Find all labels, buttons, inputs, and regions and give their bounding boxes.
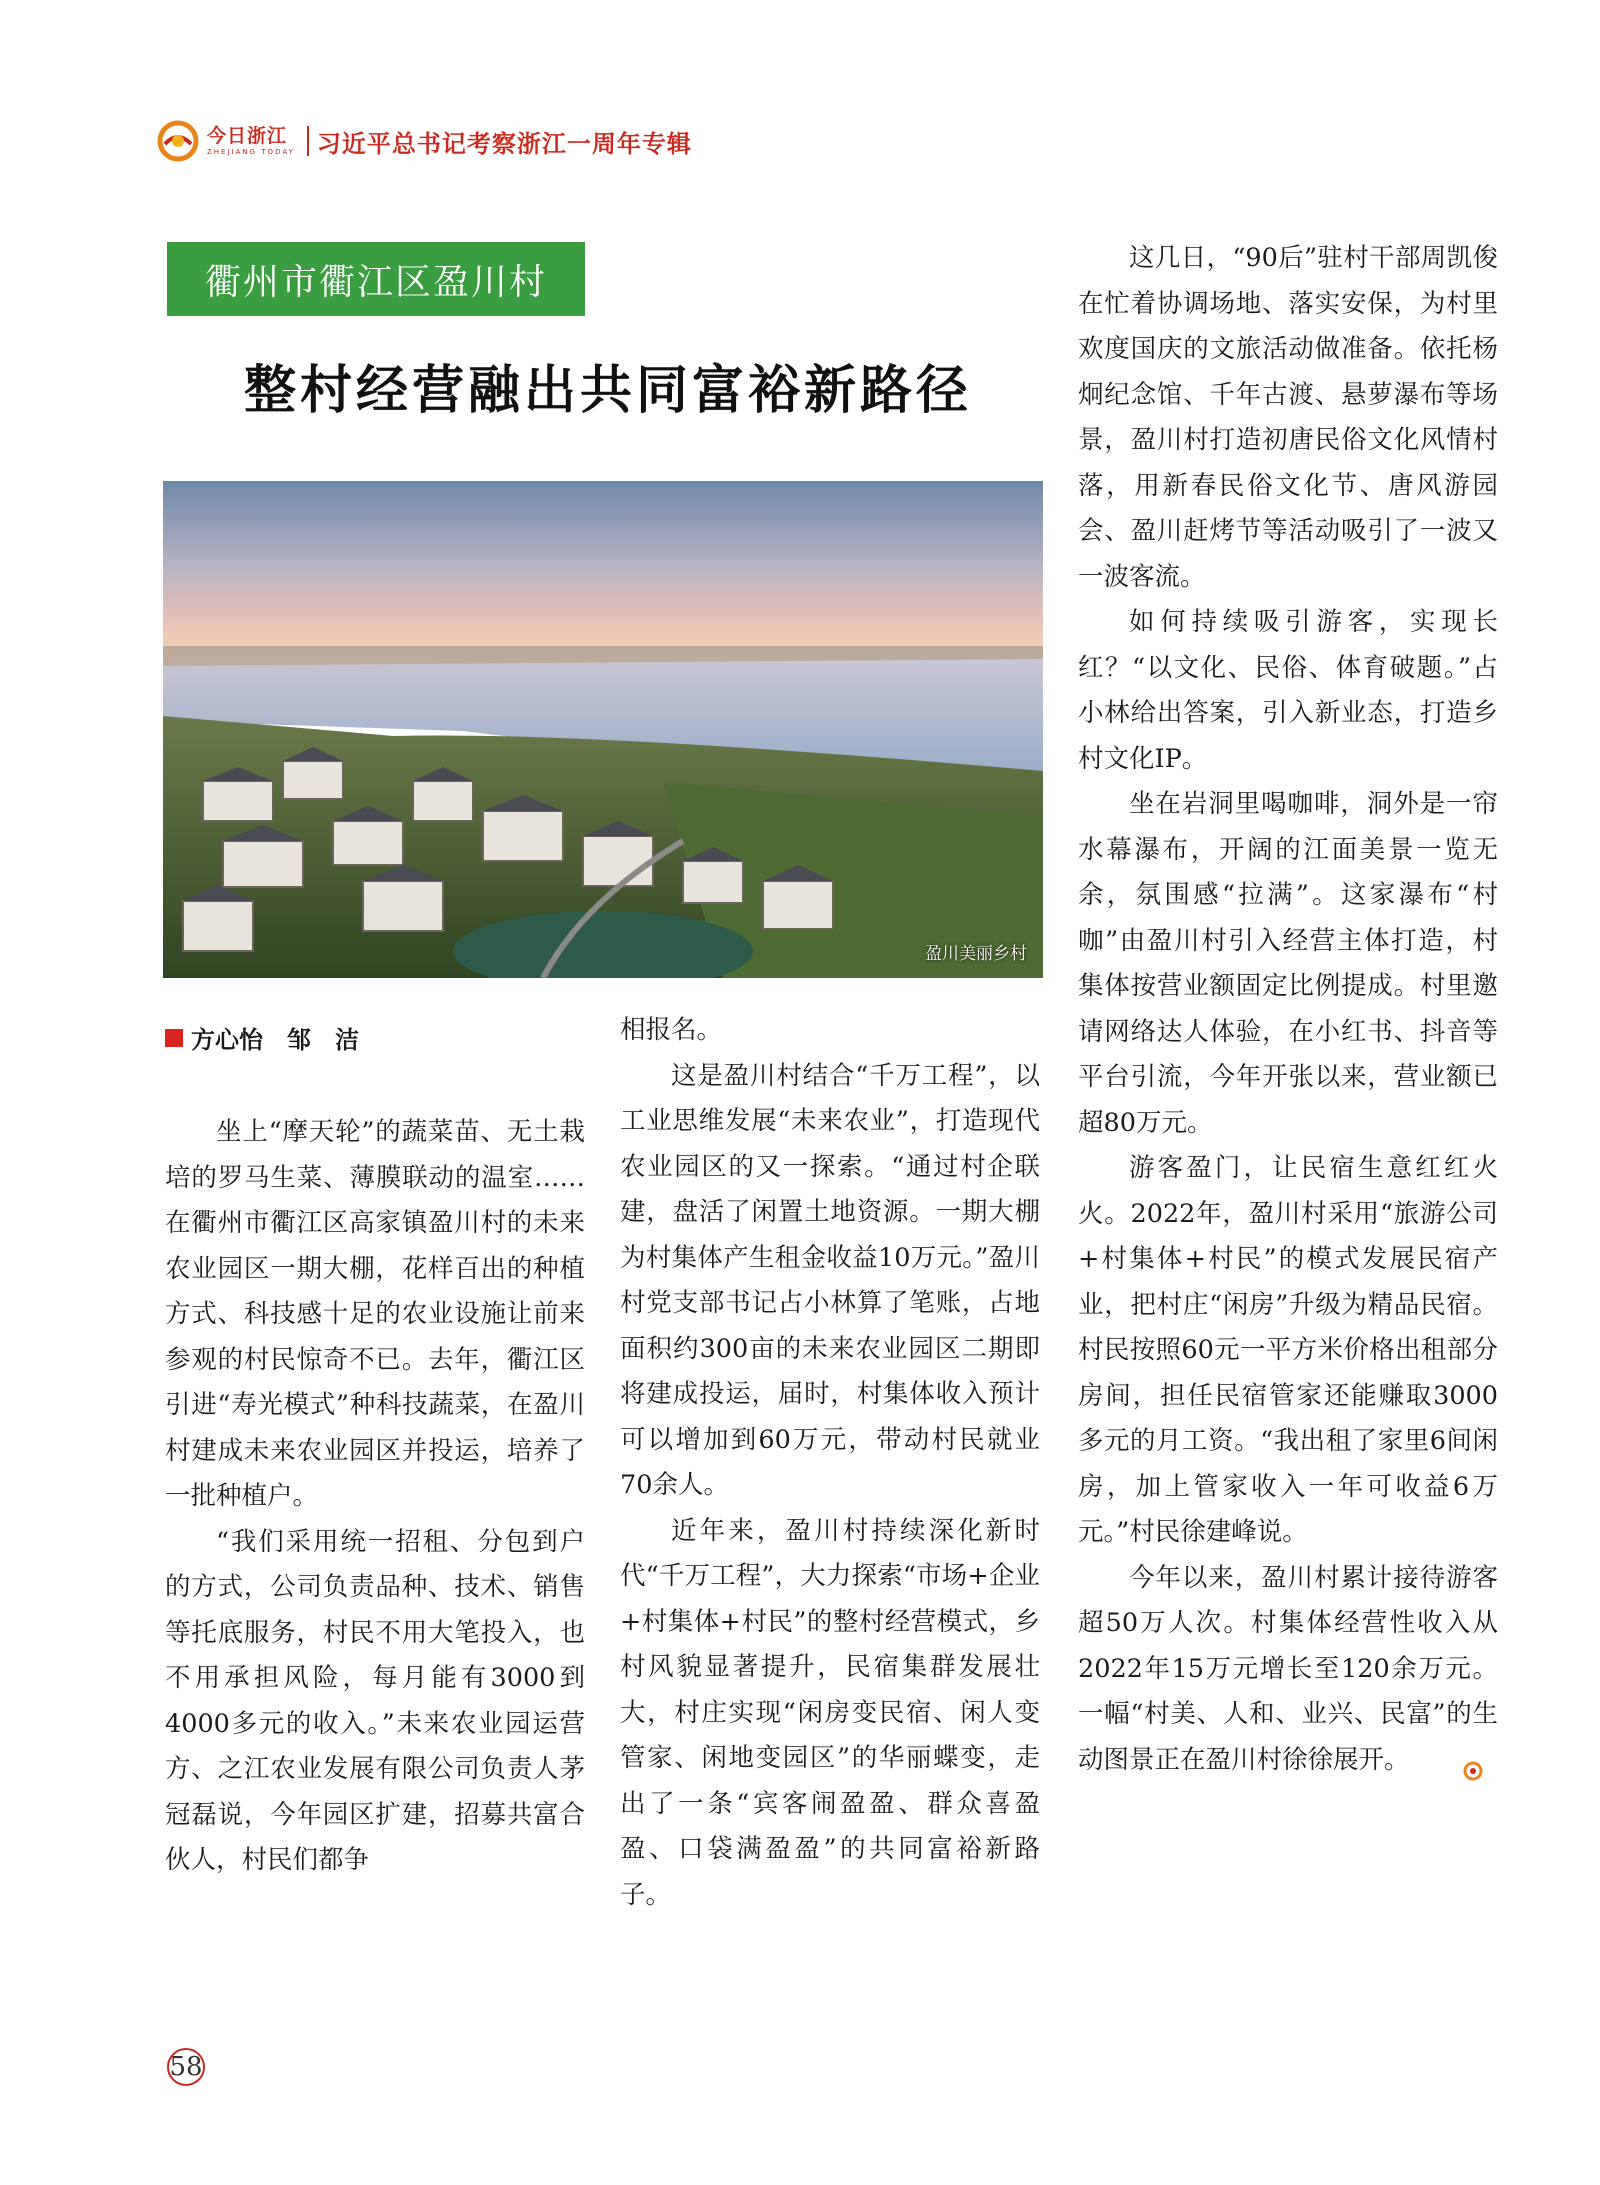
paragraph-continued: 相报名。 <box>620 1015 723 1045</box>
logo-en: ZHEJIANG TODAY <box>207 147 295 156</box>
page-number: 58 <box>167 2048 205 2086</box>
magazine-logo <box>207 124 295 156</box>
paragraph: 这是盈川村结合“千万工程”，以工业思维发展“未来农业”，打造现代农业园区的又一探索。“通过村企联建，盘活了闲置土地资源。一期大棚为村集体产生租金收益10万元。”盈川村党支部书记占小林算了笔账，占地面积约300亩的未来农业园区二期即将建成投运，届时，村集体收入预计可以增加到60万元，带动村民就业70余人。 <box>620 1060 1040 1500</box>
section-tag: 衢州市衢江区盈川村 <box>167 242 585 316</box>
text-column-1 <box>165 1110 585 1884</box>
paragraph-final <box>1078 1556 1498 1784</box>
paragraph: 坐上“摩天轮”的蔬菜苗、无土栽培的罗马生菜、薄膜联动的温室……在衢州市衢江区高家镇盈川村的未来农业园区一期大棚，花样百出的种植方式、科技感十足的农业设施让前来参观的村民惊奇不已。去年，衢江区引进“寿光模式”种科技蔬菜，在盈川村建成未来农业园区并投运，培养了一批种植户。 <box>165 1117 585 1511</box>
village-aerial-photo <box>163 481 1043 978</box>
text-column-2 <box>620 1008 1040 1918</box>
paragraph: “我们采用统一招租、分包到户的方式，公司负责品种、技术、销售等托底服务，村民不用大笔投入，也不用承担风险，每月能有3000到4000多元的收入。”未来农业园运营方、之江农业发展有限公司负责人茅冠磊说，今年园区扩建，招募共富合伙人，村民们都争 <box>165 1526 585 1875</box>
byline-marker-icon <box>165 1029 183 1047</box>
byline <box>165 1020 359 1055</box>
author-names: 方心怡 邹 洁 <box>191 1026 359 1054</box>
paragraph: 这几日，“90后”驻村干部周凯俊在忙着协调场地、落实安保，为村里欢度国庆的文旅活动做准备。依托杨炯纪念馆、千年古渡、悬萝瀑布等场景，盈川村打造初唐民俗文化风情村落，用新春民俗文化节、唐风游园会、盈川赶烤节等活动吸引了一波又一波客流。 <box>1078 243 1498 592</box>
paragraph: 游客盈门，让民宿生意红红火火。2022年，盈川村采用“旅游公司+村集体+村民”的模式发展民宿产业，把村庄“闲房”升级为精品民宿。村民按照60元一平方米价格出租部分房间，担任民宿管家还能赚取3000多元的月工资。“我出租了家里6间闲房，加上管家收入一年可收益6万元。”村民徐建峰说。 <box>1078 1153 1498 1547</box>
magazine-header <box>157 118 692 164</box>
paragraph: 近年来，盈川村持续深化新时代“千万工程”，大力探索“市场+企业+村集体+村民”的整村经营模式，乡村风貌显著提升，民宿集群发展壮大，村庄实现“闲房变民宿、闲人变管家、闲地变园区”的华丽蝶变，走出了一条“宾客闹盈盈、群众喜盈盈、口袋满盈盈”的共同富裕新路子。 <box>620 1515 1040 1910</box>
paragraph-final-text: 今年以来，盈川村累计接待游客超50万人次。村集体经营性收入从2022年15万元增长至120余万元。一幅“村美、人和、业兴、民富”的生动图景正在盈川村徐徐展开。 <box>1078 1562 1498 1775</box>
magazine-logo-icon <box>157 120 199 162</box>
article-headline: 整村经营融出共同富裕新路径 <box>243 360 972 421</box>
header-divider <box>307 126 309 156</box>
photo-caption: 盈川美丽乡村 <box>925 944 1027 964</box>
paragraph: 如何持续吸引游客，实现长红？“以文化、民俗、体育破题。”占小林给出答案，引入新业态，打造乡村文化IP。 <box>1078 607 1498 774</box>
special-issue-title: 习近平总书记考察浙江一周年专辑 <box>316 129 692 158</box>
paragraph: 坐在岩洞里喝咖啡，洞外是一帘水幕瀑布，开阔的江面美景一览无余，氛围感“拉满”。这家瀑布“村咖”由盈川村引入经营主体打造，村集体按营业额固定比例提成。村里邀请网络达人体验，在小红书、抖音等平台引流，今年开张以来，营业额已超80万元。 <box>1078 789 1498 1138</box>
end-mark-icon <box>1412 1751 1432 1771</box>
logo-cn: 今日浙江 <box>207 124 288 147</box>
text-column-3 <box>1078 236 1498 1783</box>
